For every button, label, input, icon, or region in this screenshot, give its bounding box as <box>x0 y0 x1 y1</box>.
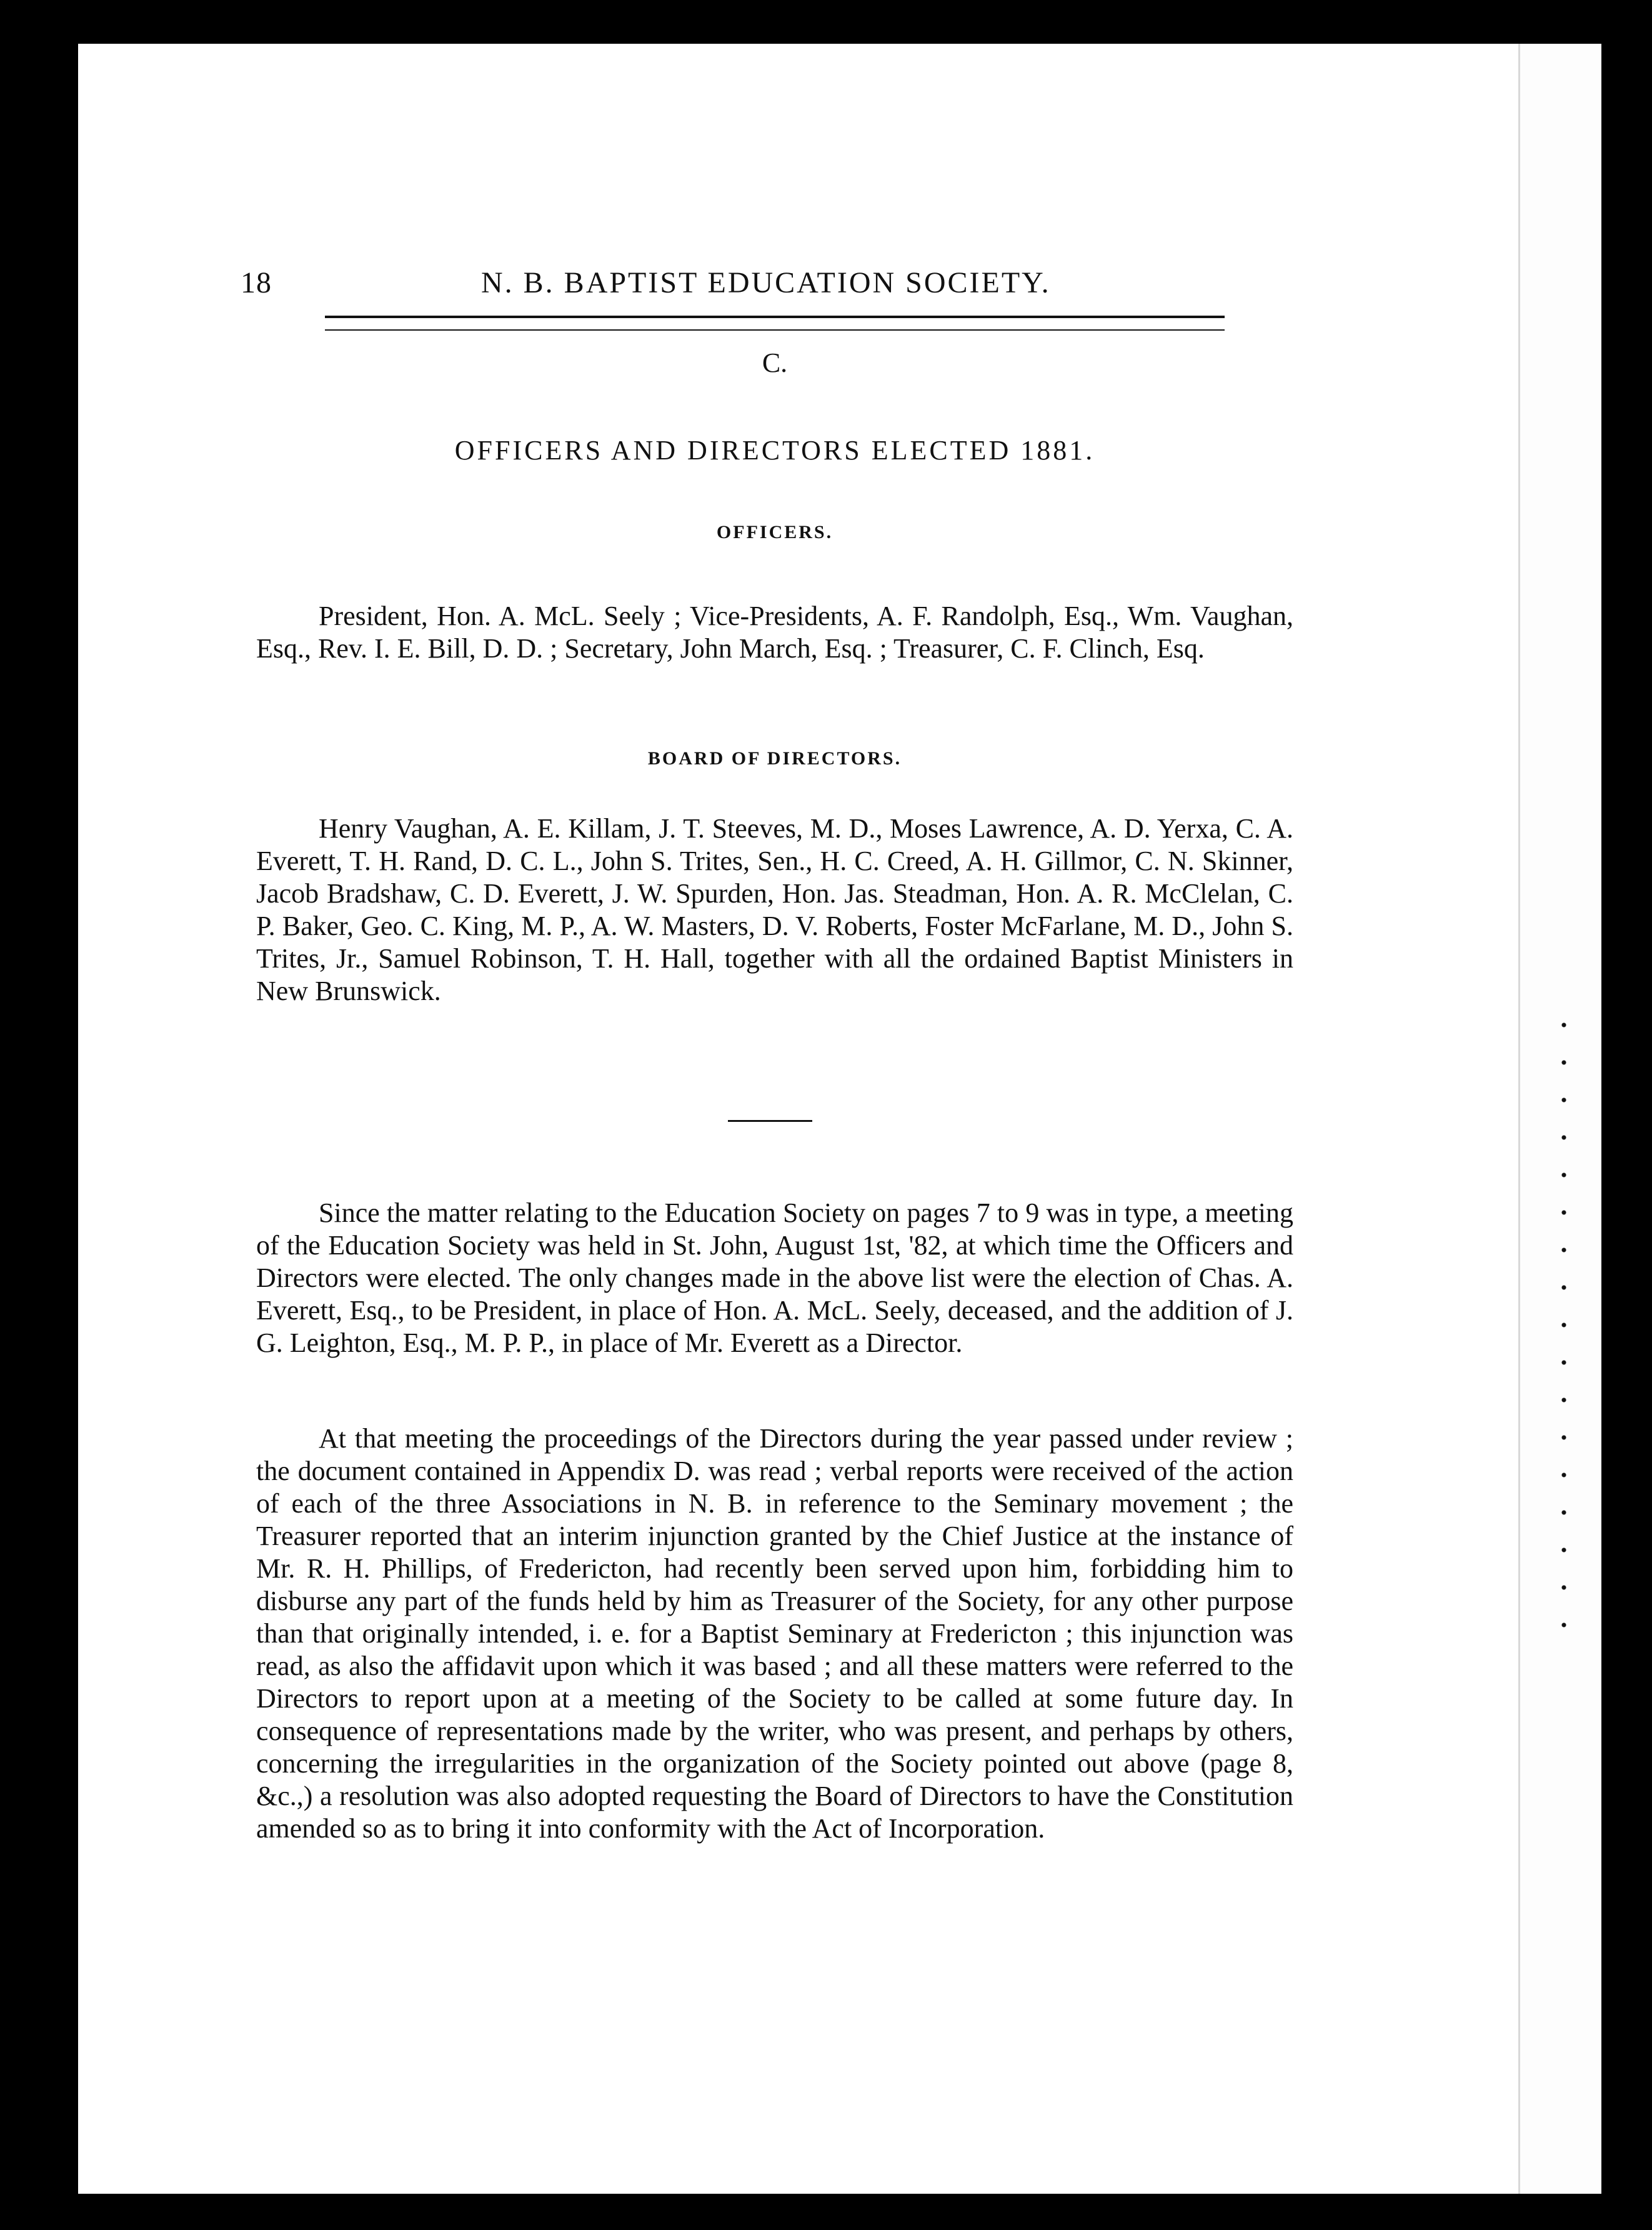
officers-paragraph: President, Hon. A. McL. Seely ; Vice-Presidents, A. F. Randolph, Esq., Wm. Vaughan, Esq., Rev. I. E. Bill, D. D. ; Secretary, John March, Esq. ; Treasurer, C. F. Clinch, Esq. <box>256 601 1293 664</box>
header-rule <box>325 316 1225 331</box>
scan-border <box>0 2194 1652 2230</box>
board-heading: BOARD OF DIRECTORS. <box>647 748 902 769</box>
adjacent-page-edge <box>1518 44 1601 2194</box>
section-letter: C. <box>762 348 788 378</box>
section-divider <box>728 1120 812 1122</box>
body-paragraph-since: Since the matter relating to the Education Society on pages 7 to 9 was in type, a meeting of the Education Society was held in St. John, August 1st, '82, at which time the Officers and Directors were elected. The only changes made in the above list were the election of Chas. A. Everett, Esq., to be President, in place of Hon. A. McL. Seely, deceased, and the addition of J. G. Leighton, Esq., M. P. P., in place of Mr. Everett as a Director. <box>256 1198 1293 1358</box>
running-title: N. B. BAPTIST EDUCATION SOCIETY. <box>481 266 1051 299</box>
body-paragraph-meeting: At that meeting the proceedings of the Directors during the year passed under review ; the document contained in Appendix D. was read ; verbal reports were received of the action of each of the three Associations in N. B. in reference to the Seminary movement ; the Treasurer reported that an interim injunction granted by the Chief Justice at the instance of Mr. R. H. Phillips, of Fredericton, had recently been served upon him, forbidding him to disburse any part of the funds held by him as Treasurer of the Society, for any other purpose than that originally intended, i. e. for a Baptist Seminary at Fredericton ; this injunction was read, as also the affidavit upon which it was based ; and all these matters were referred to the Directors to report upon at a meeting of the Society to be called at some future day. In consequence of representations made by the writer, who was present, and perhaps by others, concerning the irregularities in the organization of the Society pointed out above (page 8, &c.,) a resolution was also adopted requesting the Board of Directors to have the Constitution amended so as to bring it into conformity with the Act of Incorporation. <box>256 1423 1293 1844</box>
margin-marks <box>1533 1006 1589 1656</box>
page-number: 18 <box>241 266 272 299</box>
officers-heading: OFFICERS. <box>716 522 833 542</box>
board-paragraph: Henry Vaughan, A. E. Killam, J. T. Steeves, M. D., Moses Lawrence, A. D. Yerxa, C. A. Everett, T. H. Rand, D. C. L., John S. Trites, Sen., H. C. Creed, A. H. Gillmor, C. N. Skinner, Jacob Bradshaw, C. D. Everett, J. W. Spurden, Hon. Jas. Steadman, Hon. A. R. McClelan, C. P. Baker, Geo. C. King, M. P., A. W. Masters, D. V. Roberts, Foster McFarlane, M. D., John S. Trites, Jr., Samuel Robinson, T. H. Hall, together with all the ordained Baptist Ministers in New Brunswick. <box>256 813 1293 1006</box>
section-heading: OFFICERS AND DIRECTORS ELECTED 1881. <box>454 435 1095 466</box>
